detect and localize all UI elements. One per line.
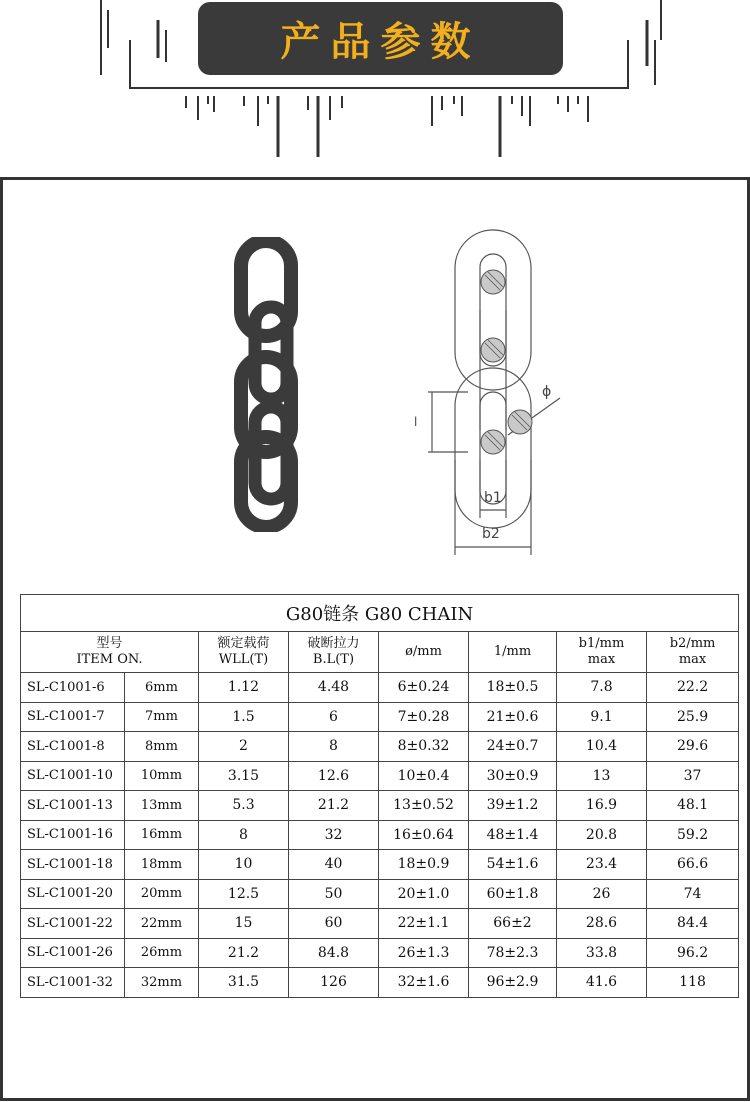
cell-pitch: 54±1.6 — [469, 850, 557, 880]
cell-bl: 60 — [289, 909, 379, 939]
cell-b1: 26 — [557, 879, 647, 909]
header-b2: b2/mm max — [647, 632, 739, 673]
cell-wll: 31.5 — [199, 968, 289, 998]
cell-bl: 126 — [289, 968, 379, 998]
cell-size: 20mm — [125, 879, 199, 909]
table-row — [21, 879, 739, 909]
cell-b2: 74 — [647, 879, 739, 909]
table-row — [21, 761, 739, 791]
table-row — [21, 791, 739, 821]
cell-size: 8mm — [125, 732, 199, 762]
cell-wll: 5.3 — [199, 791, 289, 821]
table-row — [21, 732, 739, 762]
cell-b1: 16.9 — [557, 791, 647, 821]
table-header-row — [21, 632, 739, 673]
label-b2: b2 — [482, 526, 500, 542]
cell-bl: 32 — [289, 820, 379, 850]
cell-b1: 7.8 — [557, 673, 647, 703]
cell-b2: 37 — [647, 761, 739, 791]
table-row — [21, 850, 739, 880]
cell-dia: 7±0.28 — [379, 702, 469, 732]
label-l: l — [414, 415, 418, 429]
cell-bl: 12.6 — [289, 761, 379, 791]
cell-pitch: 24±0.7 — [469, 732, 557, 762]
table-row — [21, 673, 739, 703]
cell-b2: 48.1 — [647, 791, 739, 821]
cell-b1: 9.1 — [557, 702, 647, 732]
cell-b2: 118 — [647, 968, 739, 998]
cell-pitch: 48±1.4 — [469, 820, 557, 850]
cell-b2: 29.6 — [647, 732, 739, 762]
cell-b1: 28.6 — [557, 909, 647, 939]
cell-wll: 10 — [199, 850, 289, 880]
label-b1: b1 — [484, 490, 502, 506]
spec-table-wrap — [20, 594, 738, 998]
cell-model: SL-C1001-13 — [21, 791, 125, 821]
chain-diagram — [408, 220, 578, 560]
cell-wll: 12.5 — [199, 879, 289, 909]
cell-size: 7mm — [125, 702, 199, 732]
cell-dia: 13±0.52 — [379, 791, 469, 821]
cell-wll: 21.2 — [199, 938, 289, 968]
cell-size: 26mm — [125, 938, 199, 968]
cell-size: 10mm — [125, 761, 199, 791]
cell-bl: 40 — [289, 850, 379, 880]
cell-bl: 6 — [289, 702, 379, 732]
content-frame — [0, 177, 750, 1101]
cell-b2: 96.2 — [647, 938, 739, 968]
header-bl: 破断拉力 B.L(T) — [289, 632, 379, 673]
cell-pitch: 30±0.9 — [469, 761, 557, 791]
cell-wll: 3.15 — [199, 761, 289, 791]
header-banner — [0, 0, 750, 170]
spec-table — [20, 594, 739, 998]
cell-model: SL-C1001-16 — [21, 820, 125, 850]
cell-dia: 10±0.4 — [379, 761, 469, 791]
table-row — [21, 702, 739, 732]
table-row — [21, 968, 739, 998]
cell-size: 32mm — [125, 968, 199, 998]
header-diameter: ø/mm — [379, 632, 469, 673]
cell-bl: 84.8 — [289, 938, 379, 968]
cell-dia: 8±0.32 — [379, 732, 469, 762]
cell-dia: 16±0.64 — [379, 820, 469, 850]
header-pitch: 1/mm — [469, 632, 557, 673]
cell-b2: 59.2 — [647, 820, 739, 850]
chain-photo — [231, 237, 311, 532]
cell-model: SL-C1001-10 — [21, 761, 125, 791]
cell-bl: 21.2 — [289, 791, 379, 821]
cell-model: SL-C1001-18 — [21, 850, 125, 880]
cell-dia: 20±1.0 — [379, 879, 469, 909]
cell-dia: 32±1.6 — [379, 968, 469, 998]
table-row — [21, 938, 739, 968]
cell-b1: 33.8 — [557, 938, 647, 968]
cell-b2: 84.4 — [647, 909, 739, 939]
header-b1: b1/mm max — [557, 632, 647, 673]
cell-model: SL-C1001-20 — [21, 879, 125, 909]
title-box — [198, 2, 563, 75]
cell-dia: 6±0.24 — [379, 673, 469, 703]
cell-model: SL-C1001-7 — [21, 702, 125, 732]
cell-b1: 10.4 — [557, 732, 647, 762]
table-row — [21, 909, 739, 939]
cell-b1: 20.8 — [557, 820, 647, 850]
cell-size: 16mm — [125, 820, 199, 850]
cell-pitch: 39±1.2 — [469, 791, 557, 821]
table-row — [21, 820, 739, 850]
cell-pitch: 60±1.8 — [469, 879, 557, 909]
cell-dia: 26±1.3 — [379, 938, 469, 968]
cell-pitch: 78±2.3 — [469, 938, 557, 968]
cell-wll: 1.12 — [199, 673, 289, 703]
table-body — [21, 673, 739, 998]
cell-b1: 41.6 — [557, 968, 647, 998]
page-title: 产品参数 — [280, 19, 481, 65]
cell-b1: 23.4 — [557, 850, 647, 880]
cell-size: 22mm — [125, 909, 199, 939]
cell-bl: 4.48 — [289, 673, 379, 703]
header-model: 型号 ITEM ON. — [21, 632, 199, 673]
cell-bl: 8 — [289, 732, 379, 762]
header-wll: 额定载荷 WLL(T) — [199, 632, 289, 673]
table-title: G80链条 G80 CHAIN — [21, 595, 739, 632]
cell-wll: 1.5 — [199, 702, 289, 732]
cell-b2: 66.6 — [647, 850, 739, 880]
cell-dia: 22±1.1 — [379, 909, 469, 939]
cell-size: 13mm — [125, 791, 199, 821]
cell-model: SL-C1001-32 — [21, 968, 125, 998]
cell-model: SL-C1001-26 — [21, 938, 125, 968]
cell-pitch: 96±2.9 — [469, 968, 557, 998]
cell-size: 18mm — [125, 850, 199, 880]
cell-wll: 8 — [199, 820, 289, 850]
cell-bl: 50 — [289, 879, 379, 909]
cell-b2: 25.9 — [647, 702, 739, 732]
cell-wll: 15 — [199, 909, 289, 939]
cell-pitch: 66±2 — [469, 909, 557, 939]
cell-dia: 18±0.9 — [379, 850, 469, 880]
cell-model: SL-C1001-8 — [21, 732, 125, 762]
cell-pitch: 21±0.6 — [469, 702, 557, 732]
cell-b2: 22.2 — [647, 673, 739, 703]
label-phi: ϕ — [542, 384, 552, 400]
cell-size: 6mm — [125, 673, 199, 703]
cell-pitch: 18±0.5 — [469, 673, 557, 703]
cell-model: SL-C1001-22 — [21, 909, 125, 939]
cell-wll: 2 — [199, 732, 289, 762]
cell-b1: 13 — [557, 761, 647, 791]
cell-model: SL-C1001-6 — [21, 673, 125, 703]
